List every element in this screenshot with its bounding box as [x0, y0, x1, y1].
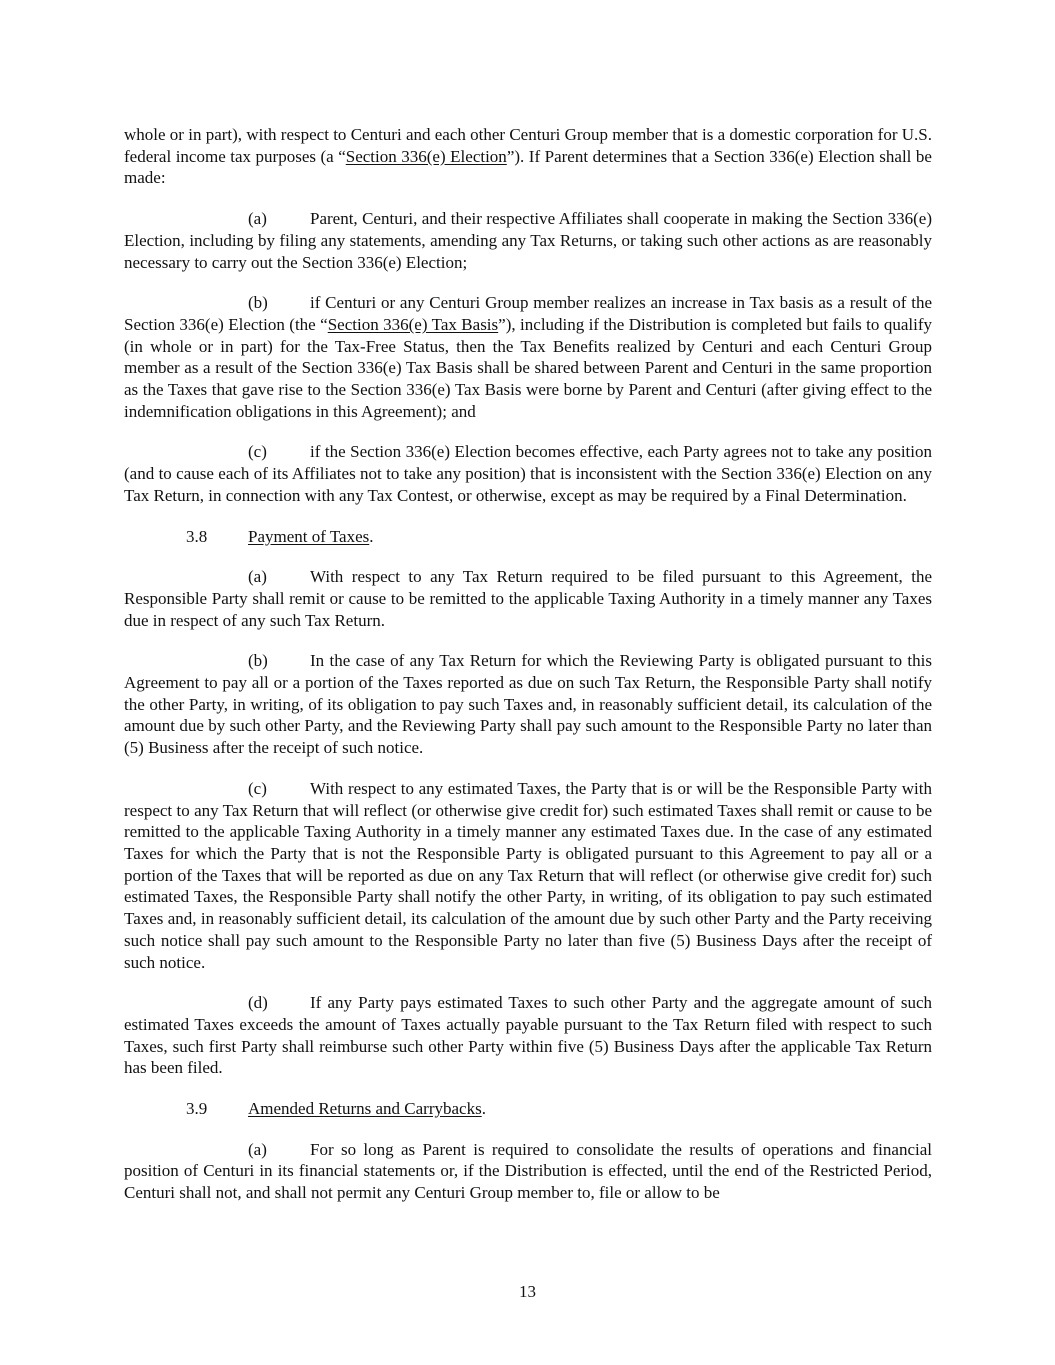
defined-term-section-336e-tax-basis: Section 336(e) Tax Basis [327, 314, 499, 334]
intro-text-start: whole or in part), with respect to Centuri and each other Centuri Group member that is a domestic corporation for U.S. federal income tax purposes (a “ [124, 125, 932, 166]
clause-3-8-a [124, 566, 932, 631]
section-heading-3-8: 3.8 Payment of Taxes. [186, 526, 374, 546]
clause-text-start: if Centuri or any Centuri Group member realizes an increase in Tax basis as a result of the Section 336(e) Election (the “ [124, 293, 932, 334]
clause-text: In the case of any Tax Return for which the Reviewing Party is obligated pursuant to this Agreement to pay all or a portion of the Taxes reported as due on such Tax Return, the Responsible Party shall notify the other Party, in writing, of its obligation to pay such Taxes and, in reasonably sufficient detail, its calculation of the amount due by such other Party, and the Reviewing Party shall pay such amount to the Responsible Party no later than (5) Business after the receipt of such notice. [124, 651, 932, 758]
clause-text: For so long as Parent is required to consolidate the results of operations and financial position of Centuri in its financial statements or, if the Distribution is effected, until the end of the Restricted Period, Centuri shall not, and shall not permit any Centuri Group member to, file or allow to be [124, 1139, 932, 1203]
section-number: 3.8 [186, 526, 208, 546]
clause-label: (a) [248, 1139, 267, 1159]
clause-label: (c) [248, 442, 267, 462]
page-number: 13 [519, 1282, 536, 1301]
clause-label: (b) [248, 651, 268, 671]
clause-text-end: ”), including if the Distribution is completed but fails to qualify (in whole or in part) for the Tax-Free Status, then the Tax Benefits realized by Centuri and each Centuri Group member as a result of the Section 336(e) Tax Basis shall be shared between Parent and Centuri in the same proportion as the Taxes that gave rise to the Section 336(e) Tax Basis were borne by Parent and Centuri (after giving effect to the indemnification obligations in this Agreement); and [124, 314, 932, 421]
clause-3-7-c [124, 441, 932, 506]
clause-3-8-d [124, 992, 932, 1079]
clause-3-8-b [124, 650, 932, 759]
clause-text: With respect to any estimated Taxes, the Party that is or will be the Responsible Party with respect to any Tax Return that will reflect (or otherwise give credit for) such estimated Taxes shall remit or cause to be remitted to the applicable Taxing Authority in a timely manner any estimated Taxes due. In the case of any estimated Taxes for which the Party that is not the Responsible Party is obligated pursuant to this Agreement to pay all or a portion of the Taxes that will be reported as due on any Tax Return that will reflect (or otherwise give credit for) such estimated Taxes, the Responsible Party shall notify the other Party, in writing, of its obligation to pay such estimated Taxes and, in reasonably sufficient detail, its calculation of the amount due by such other Party and the Party receiving such notice shall pay such amount to the Responsible Party no later than five (5) Business Days after the receipt of such notice. [124, 778, 932, 972]
clause-label: (a) [248, 209, 267, 229]
clause-3-8-c [124, 778, 932, 973]
clause-text: Parent, Centuri, and their respective Affiliates shall cooperate in making the Section 336(e) Election, including by filing any statements, amending any Tax Returns, or taking such other actions as are reasonably necessary to carry out the Section 336(e) Election; [124, 209, 932, 272]
clause-3-9-a [124, 1139, 932, 1204]
clause-label: (c) [248, 778, 267, 798]
document-page [124, 124, 932, 1204]
clause-text: With respect to any Tax Return required to be filed pursuant to this Agreement, the Responsible Party shall remit or cause to be remitted to the applicable Taxing Authority in a timely manner any Taxes due in respect of any such Tax Return. [124, 567, 932, 630]
clause-label: (d) [248, 993, 268, 1013]
section-heading-3-9: 3.9 Amended Returns and Carrybacks. [186, 1099, 486, 1119]
section-number: 3.9 [186, 1099, 208, 1119]
section-title: Payment of Taxes [248, 526, 370, 546]
intro-text-end: ”). If Parent determines that a Section 336(e) Election shall be made: [124, 146, 932, 188]
defined-term-section-336e-election: Section 336(e) Election [345, 146, 507, 166]
intro-paragraph [124, 124, 932, 189]
clause-label: (b) [248, 293, 268, 313]
clause-label: (a) [248, 567, 267, 587]
section-title: Amended Returns and Carrybacks [248, 1099, 482, 1119]
clause-text: if the Section 336(e) Election becomes effective, each Party agrees not to take any position (and to cause each of its Affiliates not to take any position) that is inconsistent with the Section 336(e) Election on any Tax Return, in connection with any Tax Contest, or otherwise, except as may be required by a Final Determination. [124, 442, 932, 505]
clause-3-7-a [124, 208, 932, 273]
clause-text: If any Party pays estimated Taxes to such other Party and the aggregate amount of such estimated Taxes exceeds the amount of Taxes actually payable pursuant to the Tax Return filed with respect to such Taxes, such first Party shall reimburse such other Party within five (5) Business Days after the applicable Tax Return has been filed. [124, 993, 932, 1078]
clause-3-7-b [124, 292, 932, 422]
